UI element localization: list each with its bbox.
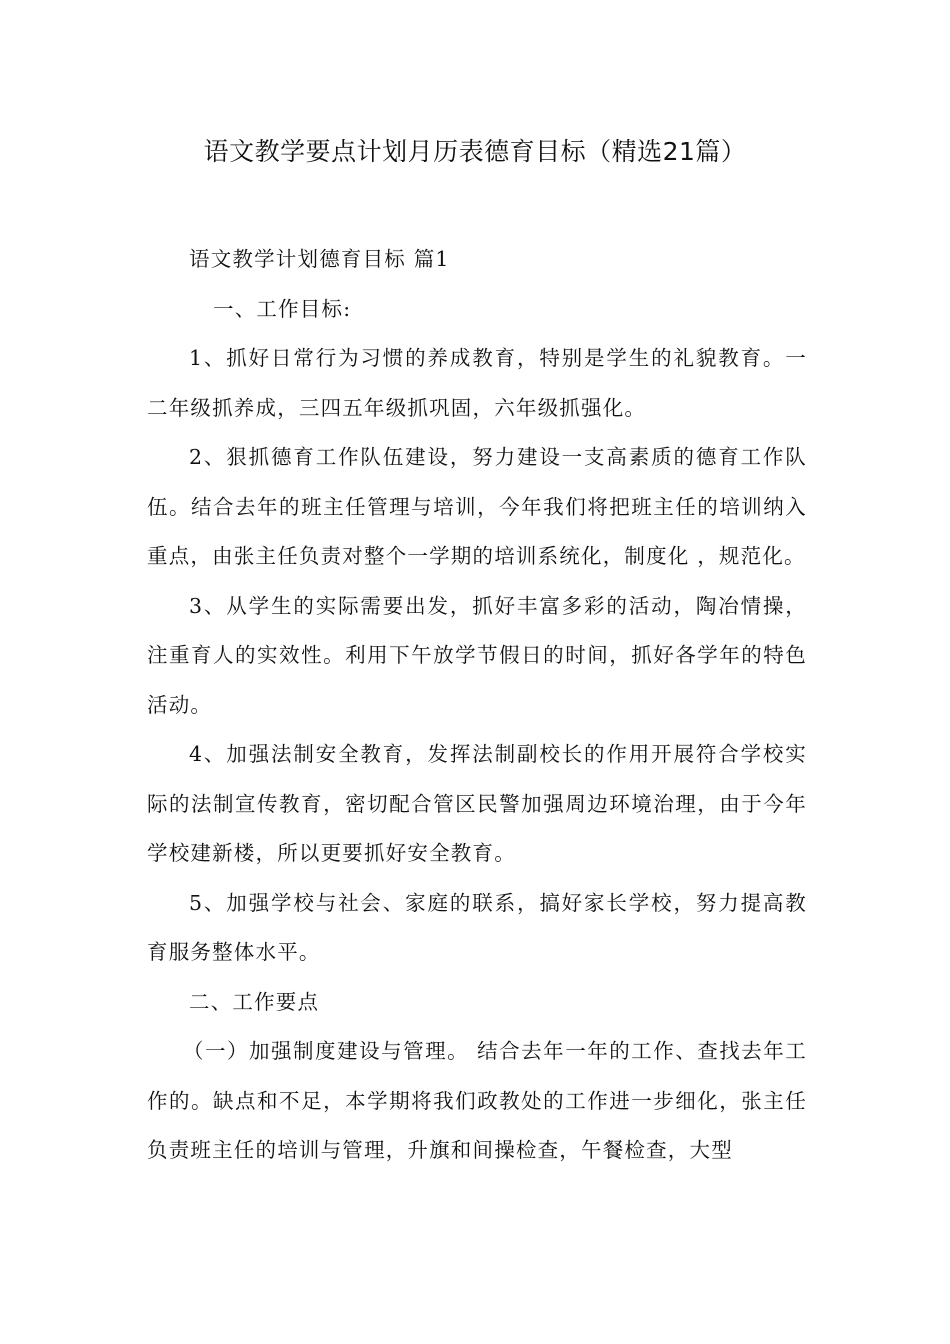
section-heading: 语文教学计划德育目标 篇1 xyxy=(189,247,450,271)
subsection-1: （一）加强制度建设与管理。 结合去年一年的工作、查找去年工作的。缺点和不足，本学期将我们政教处的工作进一步细化，张主任负责班主任的培训与管理，升旗和间操检查，午餐检查，大型 xyxy=(147,1039,807,1162)
document-title: 语文教学要点计划月历表德育目标（精选21篇） xyxy=(203,137,747,166)
goal-item-5: 5、加强学校与社会、家庭的联系，搞好家长学校，努力提高教育服务整体水平。 xyxy=(147,890,807,964)
goal-item-3: 3、从学生的实际需要出发，抓好丰富多彩的活动，陶冶情操，注重育人的实效性。利用下午放学节假日的时间，抓好各学年的特色活动。 xyxy=(147,593,807,717)
document-body xyxy=(147,235,807,1176)
goal-item-4: 4、加强法制安全教育，发挥法制副校长的作用开展符合学校实际的法制宣传教育，密切配合管区民警加强周边环境治理，由于今年学校建新楼，所以更要抓好安全教育。 xyxy=(147,742,807,865)
goal-item-1: 1、抓好日常行为习惯的养成教育，特别是学生的礼貌教育。一二年级抓养成，三四五年级抓巩固，六年级抓强化。 xyxy=(147,346,807,420)
part1-heading: 一、工作目标: xyxy=(213,296,352,321)
goal-item-2: 2、狠抓德育工作队伍建设，努力建设一支高素质的德育工作队伍。结合去年的班主任管理与培训，今年我们将把班主任的培训纳入重点，由张主任负责对整个一学期的培训系统化，制度化 ，规范化。 xyxy=(147,445,807,568)
part2-heading: 二、工作要点 xyxy=(189,989,320,1014)
